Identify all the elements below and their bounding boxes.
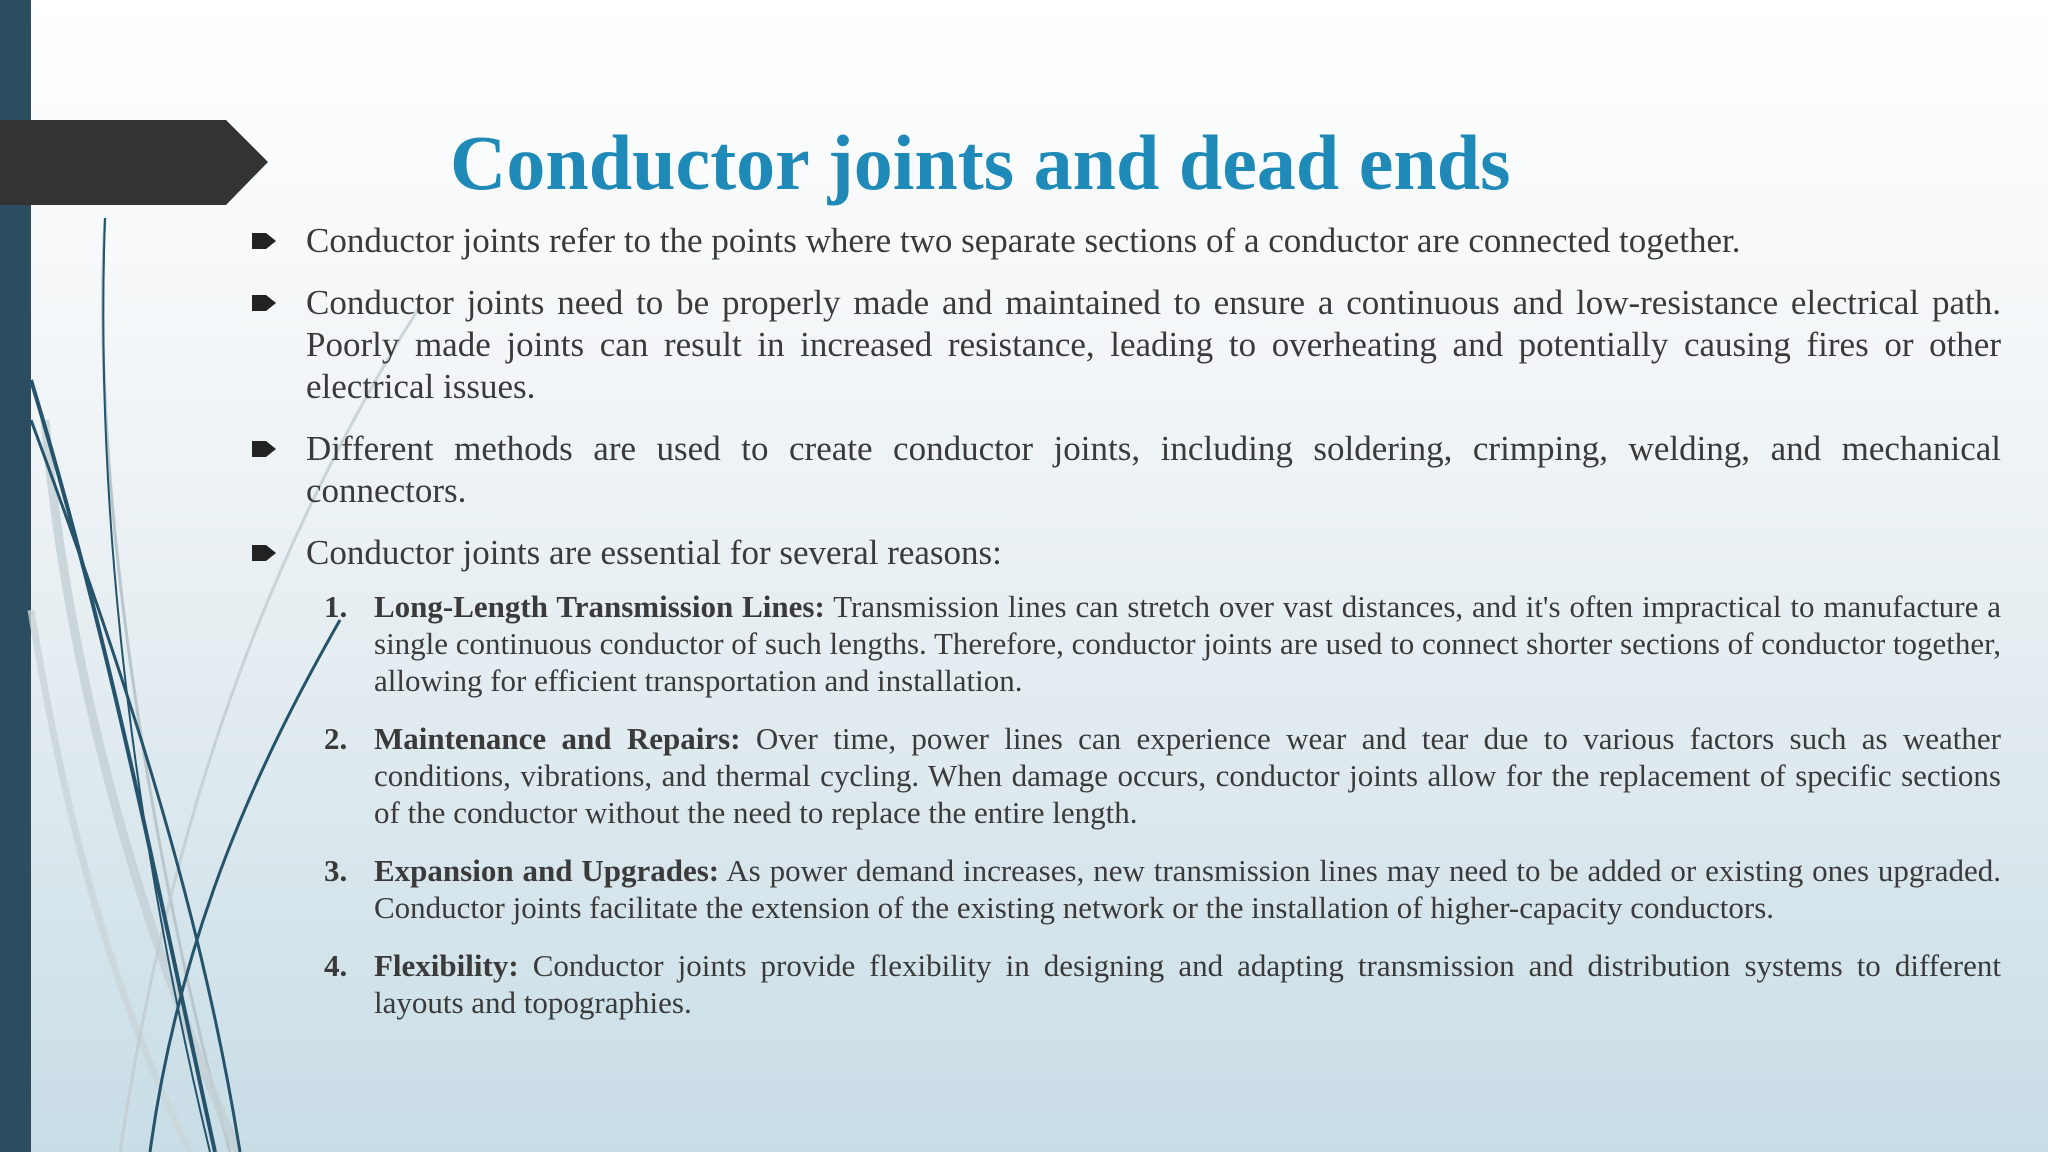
bullet-text: Different methods are used to create conductor joints, including soldering, crimping, welding, and mechanical connectors. bbox=[306, 429, 2001, 510]
reason-number: 2. bbox=[324, 721, 348, 756]
slide-title: Conductor joints and dead ends bbox=[450, 119, 1511, 206]
reason-text: As power demand increases, new transmission lines may need to be added or existing ones upgraded. Conductor joints facilitate the extension of the existing network or the installation of higher-capacity conductors. bbox=[374, 853, 2001, 925]
arrow-bullet-icon bbox=[250, 294, 278, 312]
bullet-item bbox=[246, 220, 2001, 262]
bullet-item bbox=[246, 282, 2001, 408]
reason-heading: Long-Length Transmission Lines: bbox=[374, 589, 825, 624]
reason-number: 3. bbox=[324, 853, 348, 888]
bullet-text: Conductor joints refer to the points where two separate sections of a conductor are connected together. bbox=[306, 221, 1741, 260]
reason-number: 4. bbox=[324, 948, 348, 983]
reason-text: Conductor joints provide flexibility in designing and adapting transmission and distribution systems to different layouts and topographies. bbox=[374, 948, 2001, 1020]
bullet-text: Conductor joints need to be properly made and maintained to ensure a continuous and low-resistance electrical path. Poorly made joints can result in increased resistance, leading to overheating and potentially causing fires or other electrical issues. bbox=[306, 283, 2001, 406]
slide-content bbox=[246, 220, 2001, 1042]
arrow-bullet-icon bbox=[250, 440, 278, 458]
title-tab-arrow bbox=[0, 120, 270, 205]
reason-number: 1. bbox=[324, 589, 348, 624]
reason-text: Transmission lines can stretch over vast distances, and it's often impractical to manufacture a single continuous conductor of such lengths. Therefore, conductor joints are used to connect shorter sections of conductor together, allowing for efficient transportation and installation. bbox=[374, 589, 2002, 698]
bullet-text: Conductor joints are essential for several reasons: bbox=[306, 533, 1002, 572]
bullet-list bbox=[246, 220, 2001, 574]
reason-text: Over time, power lines can experience wear and tear due to various factors such as weather conditions, vibrations, and thermal cycling. When damage occurs, conductor joints allow for the replacement of specific sections of the conductor without the need to replace the entire length. bbox=[374, 721, 2001, 830]
reason-heading: Maintenance and Repairs: bbox=[374, 721, 741, 756]
bullet-item bbox=[246, 532, 2001, 574]
reason-item bbox=[246, 852, 2001, 926]
reason-item bbox=[246, 588, 2001, 699]
reason-item bbox=[246, 720, 2001, 831]
arrow-bullet-icon bbox=[250, 544, 278, 562]
reason-item bbox=[246, 947, 2001, 1021]
reason-heading: Flexibility: bbox=[374, 948, 519, 983]
bullet-item bbox=[246, 428, 2001, 512]
arrow-bullet-icon bbox=[250, 232, 278, 250]
reasons-list bbox=[246, 588, 2001, 1021]
reason-heading: Expansion and Upgrades: bbox=[374, 853, 720, 888]
